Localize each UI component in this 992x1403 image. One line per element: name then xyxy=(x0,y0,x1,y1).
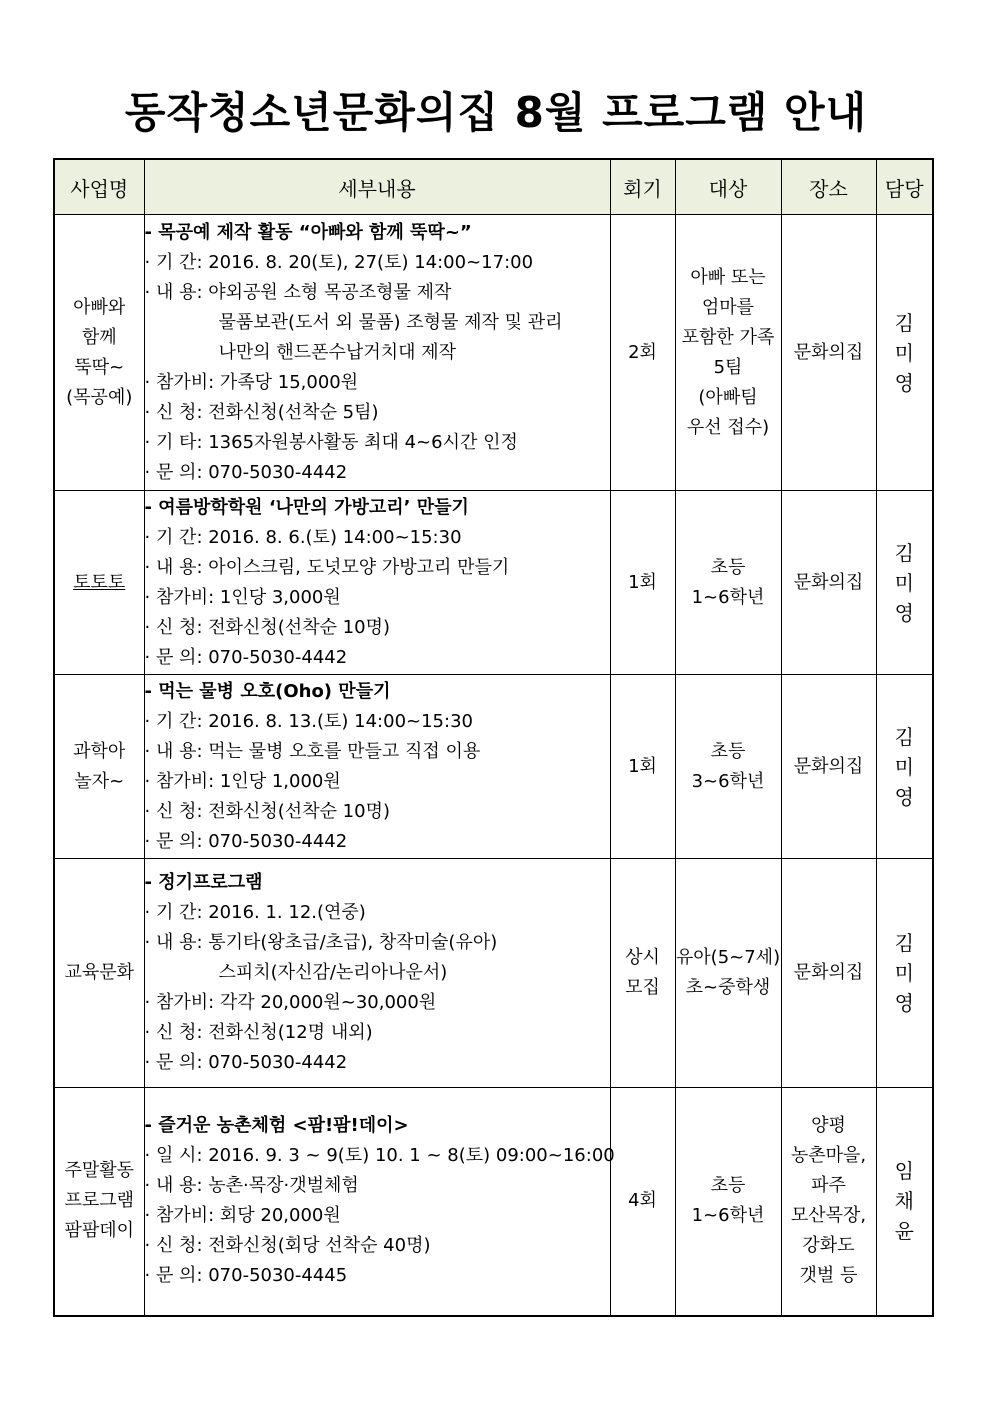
staff-char: 영 xyxy=(894,784,914,809)
detail-line: 스피치(자신감/논리아나운서) xyxy=(218,962,448,983)
program-headline: - 즐거운 농촌체험 <팜!팜!데이> xyxy=(144,1115,409,1137)
program-place: 문화의집 xyxy=(781,859,876,1088)
program-sessions: 4회 xyxy=(610,1088,675,1316)
program-table xyxy=(53,158,934,1317)
detail-line: · 문 의: 070-5030-4445 xyxy=(144,1265,348,1287)
detail-line: · 참가비: 각각 20,000원~30,000원 xyxy=(144,992,437,1013)
table-row xyxy=(54,675,933,859)
program-target xyxy=(675,859,781,1088)
staff-char: 김 xyxy=(894,724,914,749)
detail-line: · 신 청: 전화신청(선착순 5팀) xyxy=(144,401,379,423)
sessions-line: 모집 xyxy=(625,977,660,998)
program-name xyxy=(54,1088,144,1316)
staff-char: 영 xyxy=(894,991,914,1015)
program-detail xyxy=(144,675,610,859)
program-staff xyxy=(876,215,933,491)
program-detail xyxy=(144,215,610,491)
detail-line: · 참가비: 1인당 3,000원 xyxy=(144,586,341,608)
program-name xyxy=(54,215,144,491)
name-line: 함께 xyxy=(81,326,117,348)
program-place: 문화의집 xyxy=(781,215,876,491)
staff-char: 미 xyxy=(894,754,914,779)
program-target xyxy=(675,215,781,491)
program-detail xyxy=(144,1088,615,1316)
program-place: 문화의집 xyxy=(781,675,876,859)
detail-line: · 기 간: 2016. 8. 13.(토) 14:00~15:30 xyxy=(144,710,473,732)
header-detail: 세부내용 xyxy=(144,159,610,215)
staff-char: 임 xyxy=(894,1159,914,1184)
staff-char: 영 xyxy=(894,600,914,625)
staff-char: 영 xyxy=(894,370,914,395)
staff-char: 채 xyxy=(894,1189,914,1214)
program-sessions: 2회 xyxy=(610,215,675,491)
target-line: 1~6학년 xyxy=(691,1205,765,1227)
program-headline: - 여름방학학원 ‘나만의 가방고리’ 만들기 xyxy=(144,496,469,518)
staff-char: 윤 xyxy=(894,1219,914,1244)
detail-line: · 문 의: 070-5030-4442 xyxy=(144,646,348,668)
target-line: 3~6학년 xyxy=(691,770,765,792)
place-line: 양평 xyxy=(811,1115,846,1137)
name-line: 뚝딱~ xyxy=(74,356,125,378)
detail-line: · 내 용: 아이스크림, 도넛모양 가방고리 만들기 xyxy=(144,556,510,578)
table-row xyxy=(54,859,933,1088)
table-row xyxy=(54,491,933,675)
detail-line: · 참가비: 회당 20,000원 xyxy=(144,1205,341,1227)
target-line: 1~6학년 xyxy=(691,586,765,608)
detail-line: · 문 의: 070-5030-4442 xyxy=(144,1052,348,1073)
staff-char: 미 xyxy=(894,961,914,985)
program-headline: - 먹는 물병 오호(Oho) 만들기 xyxy=(144,680,391,702)
place-line: 농촌마을, xyxy=(790,1145,867,1167)
program-name xyxy=(54,859,144,1088)
detail-line: · 내 용: 농촌·목장·갯벌체험 xyxy=(144,1175,359,1197)
name-line: 교육문화 xyxy=(64,962,135,983)
detail-line: · 기 간: 2016. 8. 20(토), 27(토) 14:00~17:00 xyxy=(144,251,534,273)
header-target: 대상 xyxy=(675,159,781,215)
detail-line: · 기 간: 2016. 1. 12.(연중) xyxy=(144,902,366,923)
table-header-row xyxy=(54,159,933,215)
target-line: 포함한 가족 xyxy=(681,326,775,348)
name-line: 과학아 xyxy=(73,740,126,762)
detail-line: · 내 용: 야외공원 소형 목공조형물 제작 xyxy=(144,281,452,303)
place-line: 모산목장, xyxy=(790,1205,867,1227)
target-line: 유아(5~7세) xyxy=(675,947,781,968)
detail-line: · 신 청: 전화신청(회당 선착순 40명) xyxy=(144,1235,431,1257)
table-row xyxy=(54,215,933,491)
staff-char: 미 xyxy=(894,570,914,595)
program-staff xyxy=(876,491,933,675)
detail-line: · 신 청: 전화신청(12명 내외) xyxy=(144,1022,373,1043)
target-line: 엄마를 xyxy=(701,296,755,318)
target-line: 초등 xyxy=(710,1175,746,1197)
program-place: 문화의집 xyxy=(781,491,876,675)
detail-line: · 문 의: 070-5030-4442 xyxy=(144,830,348,852)
place-line: 강화도 xyxy=(802,1235,855,1257)
program-sessions xyxy=(610,859,675,1088)
target-line: 초등 xyxy=(710,556,746,578)
target-line: (아빠팀 xyxy=(698,386,758,408)
detail-line: · 신 청: 전화신청(선착순 10명) xyxy=(144,616,391,638)
sessions-line: 상시 xyxy=(625,947,660,968)
target-line: 아빠 또는 xyxy=(690,266,766,288)
program-staff xyxy=(876,859,933,1088)
place-line: 파주 xyxy=(811,1175,846,1197)
name-line: 토토토 xyxy=(73,571,126,593)
detail-line: · 참가비: 가족당 15,000원 xyxy=(144,371,359,393)
target-line: 초등 xyxy=(710,740,746,762)
detail-line: · 문 의: 070-5030-4442 xyxy=(144,461,348,483)
name-line: 프로그램 xyxy=(64,1190,135,1212)
program-sessions: 1회 xyxy=(610,491,675,675)
header-place: 장소 xyxy=(781,159,876,215)
detail-line: 나만의 핸드폰수납거치대 제작 xyxy=(218,341,456,363)
program-target xyxy=(675,675,781,859)
program-sessions: 1회 xyxy=(610,675,675,859)
name-line: 놀자~ xyxy=(74,770,125,792)
program-target xyxy=(675,491,781,675)
staff-char: 김 xyxy=(894,931,914,955)
header-sessions: 회기 xyxy=(610,159,675,215)
detail-line: · 기 타: 1365자원봉사활동 최대 4~6시간 인정 xyxy=(144,431,518,453)
detail-line: · 참가비: 1인당 1,000원 xyxy=(144,770,341,792)
program-headline: - 목공예 제작 활동 “아빠와 함께 뚝딱~” xyxy=(144,221,472,243)
target-line: 5팀 xyxy=(713,356,743,378)
place-line: 갯벌 등 xyxy=(799,1265,858,1287)
table-row xyxy=(54,1088,933,1316)
program-headline: - 정기프로그램 xyxy=(144,872,263,893)
program-detail xyxy=(144,491,610,675)
name-line: 아빠와 xyxy=(73,296,126,318)
staff-char: 김 xyxy=(894,310,914,335)
program-detail xyxy=(144,859,610,1088)
detail-line: 물품보관(도서 외 물품) 조형물 제작 및 관리 xyxy=(218,311,563,333)
target-line: 초~중학생 xyxy=(685,977,771,998)
detail-line: · 내 용: 통기타(왕초급/초급), 창작미술(유아) xyxy=(144,932,498,953)
header-staff: 담당 xyxy=(876,159,933,215)
program-place xyxy=(781,1088,876,1316)
target-line: 우선 접수) xyxy=(686,416,770,438)
detail-line: · 신 청: 전화신청(선착순 10명) xyxy=(144,800,391,822)
program-target xyxy=(675,1088,781,1316)
program-staff xyxy=(876,675,933,859)
program-staff xyxy=(876,1088,933,1316)
name-line: (목공예) xyxy=(66,386,133,408)
name-line: 팜팜데이 xyxy=(64,1220,135,1242)
detail-line: · 내 용: 먹는 물병 오호를 만들고 직접 이용 xyxy=(144,740,481,762)
detail-line: · 기 간: 2016. 8. 6.(토) 14:00~15:30 xyxy=(144,526,462,548)
detail-line: · 일 시: 2016. 9. 3 ~ 9(토) 10. 1 ~ 8(토) 09:00~16:00 xyxy=(144,1145,615,1167)
program-name xyxy=(54,675,144,859)
program-name xyxy=(54,491,144,675)
name-line: 주말활동 xyxy=(64,1160,135,1182)
staff-char: 미 xyxy=(894,340,914,365)
staff-char: 김 xyxy=(894,540,914,565)
page-title: 동작청소년문화의집 8월 프로그램 안내 xyxy=(124,88,868,137)
header-name: 사업명 xyxy=(54,159,144,215)
